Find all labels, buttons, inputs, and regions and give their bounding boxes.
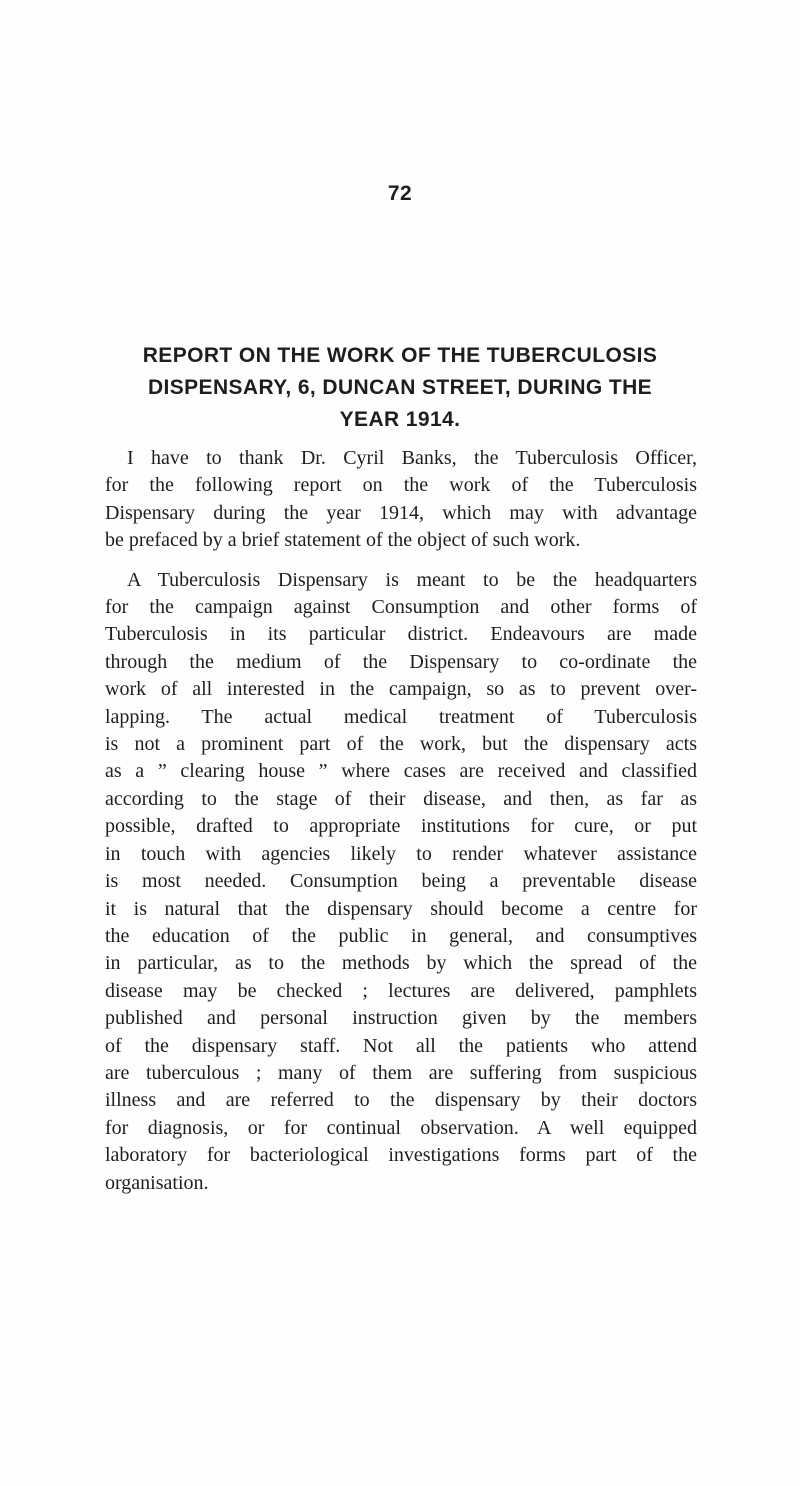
text-line: work of all interested in the campaign, so as to prevent over- xyxy=(105,678,697,701)
text-line: for the campaign against Consumption and other forms of xyxy=(105,596,697,619)
text-line: Dispensary during the year 1914, which may with advantage xyxy=(105,501,697,524)
text-line: illness and are referred to the dispensary by their doctors xyxy=(105,1089,697,1112)
text-line: in particular, as to the methods by which the spread of the xyxy=(105,952,697,975)
text-line: are tuberculous ; many of them are suffering from suspicious xyxy=(105,1061,697,1084)
text-line: lapping. The actual medical treatment of Tuberculosis xyxy=(105,705,697,728)
text-line: in touch with agencies likely to render whatever assistance xyxy=(105,842,697,865)
report-title xyxy=(100,340,700,436)
text-line: A Tuberculosis Dispensary is meant to be the headquarters xyxy=(127,568,697,591)
text-line: laboratory for bacteriological investigations forms part of the xyxy=(105,1144,697,1167)
report-body xyxy=(105,445,697,1209)
text-line: it is natural that the dispensary should become a centre for xyxy=(105,897,697,920)
text-line: the education of the public in general, and consumptives xyxy=(105,924,697,947)
intro-paragraph xyxy=(105,445,697,555)
text-line: through the medium of the Dispensary to co-ordinate the xyxy=(105,650,697,673)
report-title-line: DISPENSARY, 6, DUNCAN STREET, DURING THE xyxy=(147,376,653,399)
text-line: published and personal instruction given by the members xyxy=(105,1007,697,1030)
text-line: according to the stage of their disease, and then, as far as xyxy=(105,787,697,810)
text-line: organisation. xyxy=(105,1171,209,1194)
main-paragraph xyxy=(105,567,697,1197)
text-line: be prefaced by a brief statement of the object of such work. xyxy=(105,529,581,552)
text-line: for the following report on the work of the Tuberculosis xyxy=(105,474,697,497)
text-line: possible, drafted to appropriate institutions for cure, or put xyxy=(105,815,697,838)
report-title-line: REPORT ON THE WORK OF THE TUBERCULOSIS xyxy=(142,344,658,367)
text-line: is not a prominent part of the work, but the dispensary acts xyxy=(105,733,697,756)
report-title-line: YEAR 1914. xyxy=(339,408,461,431)
text-line: for diagnosis, or for continual observation. A well equipped xyxy=(105,1116,697,1139)
page-number: 72 xyxy=(387,182,413,205)
text-line: Tuberculosis in its particular district. Endeavours are made xyxy=(105,623,697,646)
text-line: disease may be checked ; lectures are delivered, pamphlets xyxy=(105,979,697,1002)
text-line: I have to thank Dr. Cyril Banks, the Tuberculosis Officer, xyxy=(127,447,697,469)
text-line: is most needed. Consumption being a preventable disease xyxy=(105,870,697,893)
text-line: of the dispensary staff. Not all the patients who attend xyxy=(105,1034,697,1057)
text-line: as a ” clearing house ” where cases are received and classified xyxy=(105,760,697,783)
